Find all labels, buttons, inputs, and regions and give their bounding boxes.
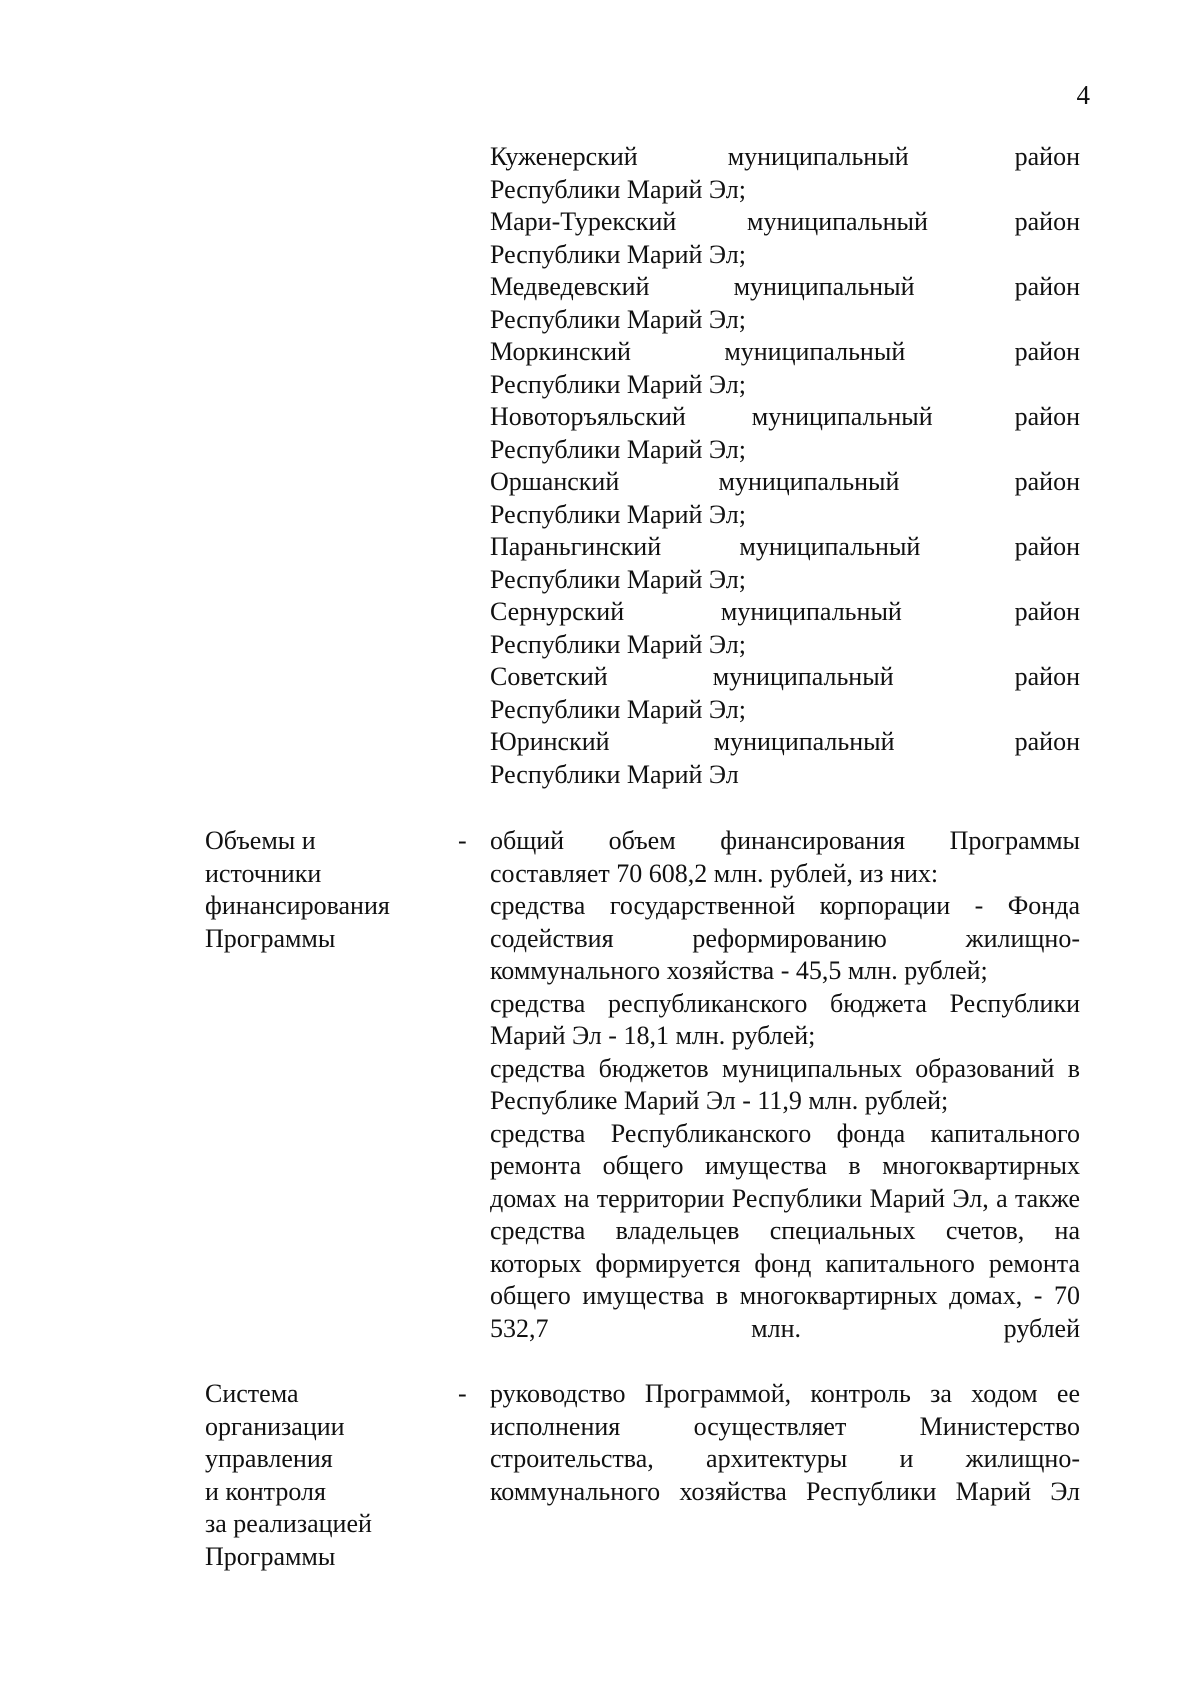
paragraph: средства Республиканского фонда капитального ремонта общего имущества в многоквартирных домах на территории Республики Марий Эл, а также средства владельцев специальных счетов, на которых формируется фонд капитального ремонта общего имущества в многоквартирных домах, - 70 532,7 млн. рублей [490, 1118, 1080, 1343]
paragraph: общий объем финансирования Программы составляет 70 608,2 млн. рублей, из них: [490, 826, 1080, 888]
financing-dash: - [458, 826, 467, 855]
list-item: Моркинский муниципальный район Республики Марий Эл; [490, 337, 1080, 399]
list-item: Новоторъяльский муниципальный район Республики Марий Эл; [490, 402, 1080, 464]
district-list [490, 141, 1080, 791]
list-item: Юринский муниципальный район Республики Марий Эл [490, 727, 1080, 789]
list-item: Оршанский муниципальный район Республики Марий Эл; [490, 467, 1080, 529]
financing-label: Объемы и источники финансирования Программы [205, 826, 390, 953]
paragraph: руководство Программой, контроль за ходом ее исполнения осуществляет Министерство строительства, архитектуры и жилищно-коммунального хозяйства Республики Марий Эл [490, 1379, 1080, 1506]
list-item: Мари-Турекский муниципальный район Республики Марий Эл; [490, 207, 1080, 269]
list-item: Параньгинский муниципальный район Республики Марий Эл; [490, 532, 1080, 594]
management-label: Система организации управления и контроля за реализацией Программы [205, 1379, 372, 1571]
list-item: Медведевский муниципальный район Республики Марий Эл; [490, 272, 1080, 334]
management-content [490, 1378, 1080, 1508]
paragraph: средства государственной корпорации - Фонда содействия реформированию жилищно-коммунального хозяйства - 45,5 млн. рублей; [490, 891, 1080, 985]
page-number: 4 [1076, 80, 1090, 110]
paragraph: средства республиканского бюджета Республики Марий Эл - 18,1 млн. рублей; [490, 988, 1080, 1050]
list-item: Советский муниципальный район Республики Марий Эл; [490, 662, 1080, 724]
paragraph: средства бюджетов муниципальных образований в Республике Марий Эл - 11,9 млн. рублей; [490, 1053, 1080, 1115]
list-item: Куженерский муниципальный район Республики Марий Эл; [490, 142, 1080, 204]
financing-content [490, 825, 1080, 1345]
list-item: Сернурский муниципальный район Республики Марий Эл; [490, 597, 1080, 659]
management-dash: - [458, 1379, 467, 1408]
